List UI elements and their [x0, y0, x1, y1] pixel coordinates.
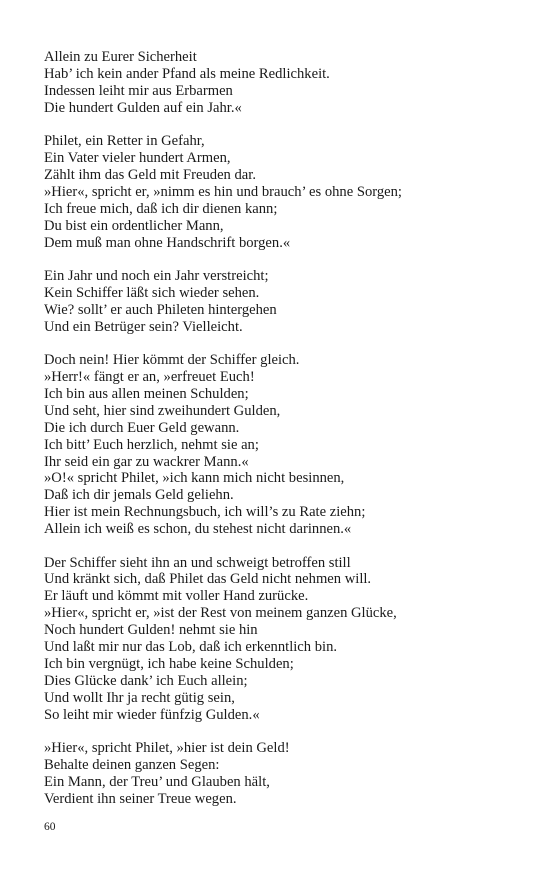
verse-line: Ein Jahr und noch ein Jahr verstreicht;: [44, 267, 269, 284]
verse-line: »Hier«, spricht er, »nimm es hin und brauch’ es ohne Sorgen;: [44, 183, 402, 200]
verse-line: Allein zu Eurer Sicherheit: [44, 49, 197, 65]
stanza: [44, 133, 524, 251]
stanza: [44, 268, 524, 336]
stanza: [44, 352, 524, 538]
verse-line: Indessen leiht mir aus Erbarmen: [44, 82, 233, 99]
verse-line: »Hier«, spricht Philet, »hier ist dein Geld!: [44, 740, 290, 757]
verse-line: Du bist ein ordentlicher Mann,: [44, 217, 224, 234]
verse-line: Zählt ihm das Geld mit Freuden dar.: [44, 166, 256, 183]
verse-line: »Herr!« fängt er an, »erfreuet Euch!: [44, 369, 255, 385]
verse-line: Ein Mann, der Treu’ und Glauben hält,: [44, 773, 270, 790]
stanza: [44, 555, 524, 724]
verse-line: Allein ich weiß es schon, du stehest nicht darinnen.«: [44, 521, 352, 538]
verse-line: Und kränkt sich, daß Philet das Geld nicht nehmen will.: [44, 571, 372, 588]
verse-line: Ich freue mich, daß ich dir dienen kann;: [44, 200, 278, 217]
verse-line: Verdient ihn seiner Treue wegen.: [44, 790, 237, 807]
stanza: [44, 49, 524, 117]
verse-line: Ein Vater vieler hundert Armen,: [44, 150, 231, 167]
verse-line: Ich bin vergnügt, ich habe keine Schulden;: [44, 656, 294, 672]
verse-line: Dies Glücke dank’ ich Euch allein;: [44, 672, 248, 689]
verse-line: Und ein Betrüger sein? Vielleicht.: [44, 318, 243, 335]
verse-line: Wie? sollt’ er auch Phileten hintergehen: [44, 301, 277, 318]
verse-line: Ich bin aus allen meinen Schulden;: [44, 385, 249, 402]
verse-line: Die hundert Gulden auf ein Jahr.«: [44, 99, 242, 116]
verse-line: Er läuft und kömmt mit voller Hand zurücke.: [44, 588, 309, 605]
verse-line: Daß ich dir jemals Geld geliehn.: [44, 487, 234, 504]
verse-line: »O!« spricht Philet, »ich kann mich nicht besinnen,: [44, 470, 345, 487]
stanza: [44, 740, 524, 808]
verse-line: Philet, ein Retter in Gefahr,: [44, 133, 205, 150]
verse-line: Kein Schiffer läßt sich wieder sehen.: [44, 284, 260, 301]
verse-line: Und wollt Ihr ja recht gütig sein,: [44, 689, 235, 706]
verse-line: Dem muß man ohne Handschrift borgen.«: [44, 234, 291, 251]
verse-line: Ihr seid ein gar zu wackrer Mann.«: [44, 453, 249, 470]
verse-line: »Hier«, spricht er, »ist der Rest von meinem ganzen Glücke,: [44, 605, 397, 622]
verse-line: Hab’ ich kein ander Pfand als meine Redlichkeit.: [44, 65, 330, 82]
poem-text: [44, 49, 524, 824]
verse-line: Noch hundert Gulden! nehmt sie hin: [44, 622, 258, 639]
verse-line: Doch nein! Hier kömmt der Schiffer gleich.: [44, 352, 300, 369]
verse-line: Ich bitt’ Euch herzlich, nehmt sie an;: [44, 436, 259, 453]
verse-line: Und seht, hier sind zweihundert Gulden,: [44, 402, 281, 419]
verse-line: Behalte deinen ganzen Segen:: [44, 757, 220, 774]
verse-line: Der Schiffer sieht ihn an und schweigt betroffen still: [44, 554, 351, 571]
verse-line: Hier ist mein Rechnungsbuch, ich will’s zu Rate ziehn;: [44, 504, 366, 521]
verse-line: So leiht mir wieder fünfzig Gulden.«: [44, 706, 260, 723]
verse-line: Die ich durch Euer Geld gewann.: [44, 419, 240, 436]
verse-line: Und laßt mir nur das Lob, daß ich erkenntlich bin.: [44, 639, 338, 656]
page-number: 60: [44, 821, 56, 833]
